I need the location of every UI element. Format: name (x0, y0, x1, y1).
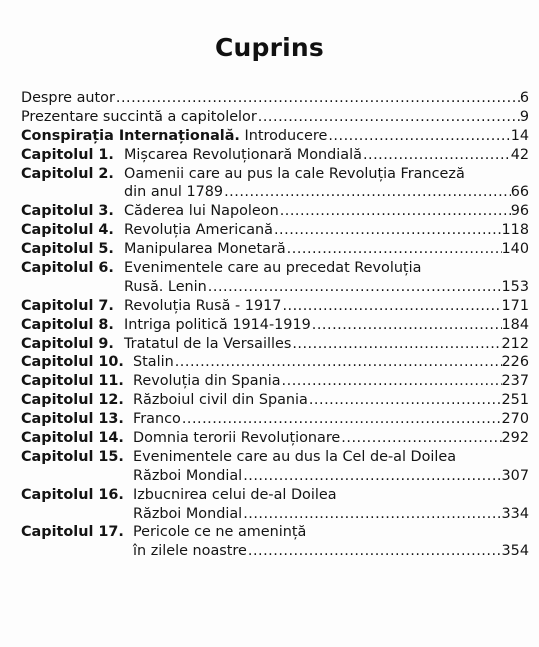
chapter-title: Revoluția din Spania (133, 373, 281, 390)
chapter-label: Capitolul 3. (21, 203, 114, 220)
table-of-contents (21, 89, 529, 561)
leader-dots (328, 127, 510, 146)
leader-dots (312, 316, 502, 335)
chapter-title: Pericole ce ne amenință (133, 524, 307, 541)
leader-dots (224, 183, 511, 202)
leader-dots (258, 108, 520, 127)
toc-page-number: 292 (501, 430, 529, 447)
leader-dots (292, 335, 501, 354)
toc-page-number: 153 (501, 278, 529, 295)
toc-entry-chapter (21, 448, 529, 486)
chapter-title: Revoluția Rusă - 1917 (124, 297, 282, 314)
toc-entry-chapter (21, 391, 529, 410)
chapter-title: Evenimentele care au precedat Revoluția (124, 260, 422, 277)
chapter-label: Capitolul 12. (21, 392, 124, 409)
chapter-title: Manipularea Monetară (124, 241, 286, 258)
toc-entry-chapter (21, 165, 529, 203)
chapter-title: din anul 1789 (124, 184, 224, 201)
chapter-label: Capitolul 8. (21, 316, 114, 333)
leader-dots (309, 391, 502, 410)
chapter-title: Război Mondial (133, 467, 243, 484)
chapter-label: Capitolul 15. (21, 448, 124, 465)
leader-dots (182, 410, 502, 429)
chapter-label: Capitolul 11. (21, 373, 124, 390)
leader-dots (287, 240, 502, 259)
toc-entry-chapter (21, 240, 529, 259)
toc-page-number: 6 (519, 90, 529, 106)
leader-dots (175, 353, 502, 372)
toc-page-number: 226 (501, 354, 529, 371)
chapter-label: Capitolul 9. (21, 335, 114, 352)
chapter-title: în zilele noastre (133, 543, 247, 560)
leader-dots (243, 505, 501, 524)
chapter-label: Capitolul 2. (21, 165, 114, 182)
toc-page-number: 118 (501, 222, 529, 239)
chapter-title: Intriga politică 1914-1919 (124, 316, 311, 333)
toc-entry-prezentare (21, 108, 529, 127)
toc-page-number: 251 (501, 392, 529, 409)
chapter-label: Capitolul 17. (21, 524, 124, 541)
toc-page-number: 354 (501, 543, 529, 560)
page-title: Cuprins (214, 33, 325, 62)
chapter-title: Izbucnirea celui de-al Doilea (133, 486, 337, 503)
toc-entry-introducere (21, 127, 529, 146)
toc-entry-chapter (21, 297, 529, 316)
chapter-label: Capitolul 6. (21, 260, 114, 277)
toc-entry-chapter (21, 372, 529, 391)
toc-page-number: 140 (501, 241, 529, 258)
toc-entry-chapter (21, 202, 529, 221)
toc-page-number: 307 (501, 467, 529, 484)
leader-dots (341, 429, 501, 448)
chapter-title: Evenimentele care au dus la Cel de-al Doilea (133, 448, 457, 465)
chapter-label: Capitolul 16. (21, 486, 124, 503)
leader-dots (243, 467, 501, 486)
toc-entry-chapter (21, 335, 529, 354)
toc-entry-chapter (21, 146, 529, 165)
toc-page-number: 14 (510, 127, 529, 144)
leader-dots (208, 278, 502, 297)
chapter-title: Război Mondial (133, 505, 243, 522)
toc-entry-chapter (21, 316, 529, 335)
leader-dots (363, 146, 511, 165)
toc-entry-text: Prezentare succintă a capitolelor (21, 108, 257, 125)
toc-page-number: 96 (510, 203, 529, 220)
chapter-label: Capitolul 1. (21, 146, 114, 163)
toc-entry-chapter (21, 410, 529, 429)
toc-entry-text: Introducere (244, 127, 328, 144)
toc-entry-chapter (21, 353, 529, 372)
leader-dots (280, 202, 511, 221)
toc-page-number: 9 (519, 108, 529, 125)
chapter-label: Capitolul 13. (21, 411, 124, 428)
leader-dots (116, 89, 520, 108)
toc-page-number: 171 (501, 297, 529, 314)
chapter-title: Mișcarea Revoluționară Mondială (124, 146, 362, 163)
leader-dots (282, 297, 501, 316)
chapter-title: Revoluția Americană (124, 222, 273, 239)
chapter-title: Oamenii care au pus la cale Revoluția Franceză (124, 165, 465, 182)
chapter-title: Rusă. Lenin (124, 278, 207, 295)
toc-page-number: 270 (501, 411, 529, 428)
chapter-title: Căderea lui Napoleon (124, 203, 279, 220)
toc-entry-label: Conspirația Internațională. (21, 127, 240, 144)
toc-entry-despre-autor (21, 89, 529, 108)
toc-page-number: 184 (501, 316, 529, 333)
chapter-list (21, 146, 529, 562)
toc-page-number: 66 (510, 184, 529, 201)
leader-dots (274, 221, 502, 240)
toc-page-number: 334 (501, 505, 529, 522)
chapter-label: Capitolul 4. (21, 222, 114, 239)
chapter-label: Capitolul 10. (21, 354, 124, 371)
leader-dots (248, 542, 502, 561)
chapter-title: Tratatul de la Versailles (124, 335, 292, 352)
chapter-title: Domnia terorii Revoluționare (133, 430, 341, 447)
toc-entry-chapter (21, 523, 529, 561)
toc-entry-text: Despre autor (21, 90, 115, 106)
toc-entry-chapter (21, 221, 529, 240)
chapter-title: Franco (133, 411, 181, 428)
leader-dots (282, 372, 502, 391)
chapter-label: Capitolul 14. (21, 430, 124, 447)
toc-entry-chapter (21, 259, 529, 297)
chapter-label: Capitolul 5. (21, 241, 114, 258)
chapter-title: Stalin (133, 354, 174, 371)
toc-page-number: 42 (510, 146, 529, 163)
toc-page-number: 212 (501, 335, 529, 352)
chapter-title: Războiul civil din Spania (133, 392, 308, 409)
toc-page-number: 237 (501, 373, 529, 390)
chapter-label: Capitolul 7. (21, 297, 114, 314)
toc-entry-chapter (21, 486, 529, 524)
toc-entry-chapter (21, 429, 529, 448)
